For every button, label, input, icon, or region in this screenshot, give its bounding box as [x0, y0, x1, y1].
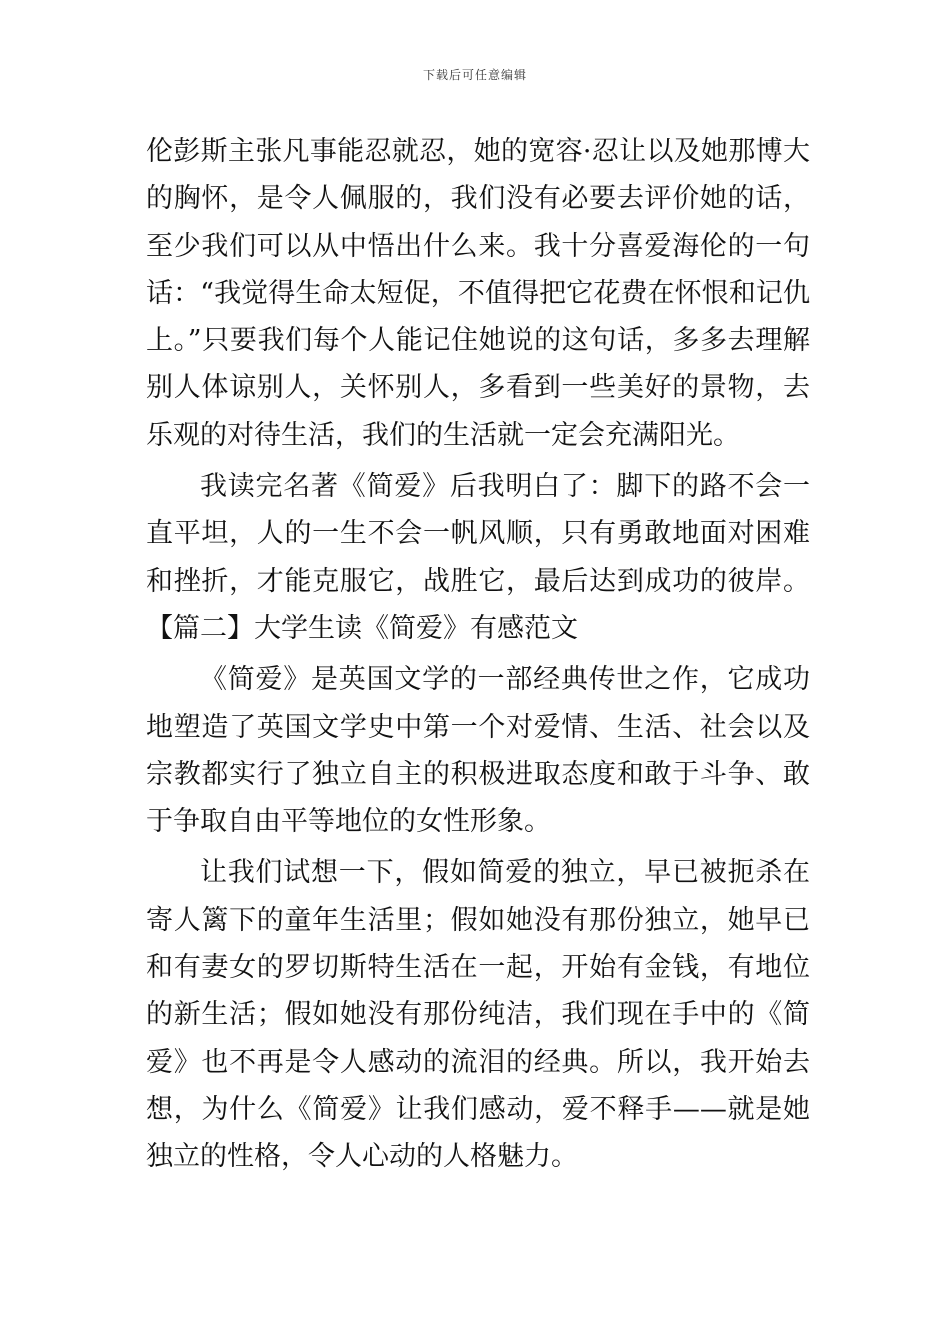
paragraph-conclusion: 我读完名著《简爱》后我明白了：脚下的路不会一直平坦，人的一生不会一帆风顺，只有勇敢地面对困难和挫折，才能克服它，战胜它，最后达到成功的彼岸。【篇二】大学生读《简爱》有感范文: [146, 471, 810, 644]
paragraph-intro-jane-eyre: 《简爱》是英国文学的一部经典传世之作，它成功地塑造了英国文学史中第一个对爱情、生活、社会以及宗教都实行了独立自主的积极进取态度和敢于斗争、敢于争取自由平等地位的女性形象。: [146, 664, 810, 838]
paragraph-continuation: 伦彭斯主张凡事能忍就忍，她的宽容·忍让以及她那博大的胸怀，是令人佩服的，我们没有必要去评价她的话，至少我们可以从中悟出什么来。我十分喜爱海伦的一句话：“我觉得生命太短促，不值得把它花费在怀恨和记仇上。”只要我们每个人能记住她说的这句话，多多去理解别人体谅别人，关怀别人，多看到一些美好的景物，去乐观的对待生活，我们的生活就一定会充满阳光。: [146, 136, 810, 451]
paragraph-reflection: 让我们试想一下，假如简爱的独立，早已被扼杀在寄人篱下的童年生活里；假如她没有那份独立，她早已和有妻女的罗切斯特生活在一起，开始有金钱，有地位的新生活；假如她没有那份纯洁，我们现在手中的《简爱》也不再是令人感动的流泪的经典。所以，我开始去想，为什么《简爱》让我们感动，爱不释手——就是她独立的性格，令人心动的人格魅力。: [146, 857, 810, 1173]
document-body: [146, 128, 810, 1181]
page-header: 下载后可任意编辑: [422, 68, 527, 82]
